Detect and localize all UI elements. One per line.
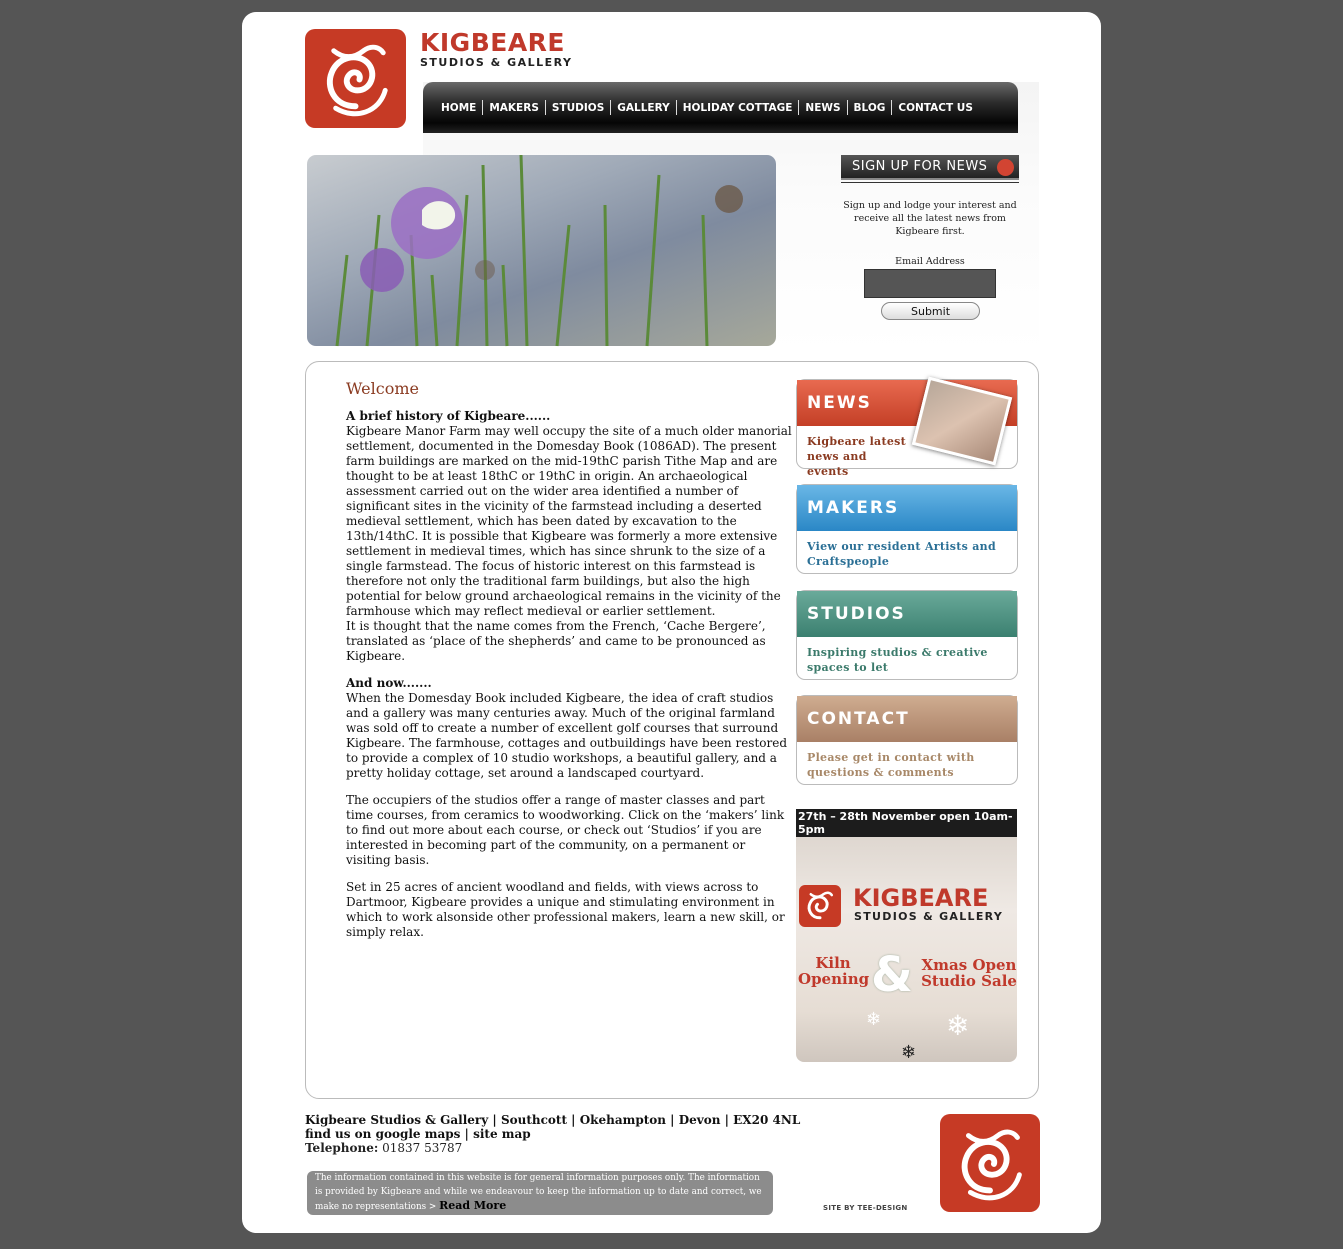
poster-date: 27th – 28th November open 10am-5pm (796, 809, 1017, 837)
phone-label: Telephone: (305, 1141, 379, 1155)
read-more-link[interactable]: Read More (439, 1199, 507, 1212)
signup-title: SIGN UP FOR NEWS (852, 159, 988, 174)
submit-button[interactable]: Submit (881, 302, 980, 320)
studios-panel[interactable] (796, 590, 1018, 680)
poster-swirl-icon (799, 885, 841, 927)
page (242, 12, 1101, 1233)
now-paragraph-1: When the Domesday Book included Kigbeare, the idea of craft studios and a gallery was many centuries away. Much of the original farmland was sold off to create a number of excellent golf courses that surround Kigbeare. The farmhouse, cottages and outbuildings have been restored to provide a complex of 10 studio workshops, a beautiful gallery, and a pretty holiday cottage, set around a landscaped courtyard. (346, 691, 788, 780)
brand-subtitle: STUDIOS & GALLERY (420, 56, 573, 69)
nav-studios[interactable]: STUDIOS (551, 101, 605, 114)
history-heading: A brief history of Kigbeare...... (346, 409, 551, 423)
site-credit-link[interactable]: SITE BY TEE-DESIGN (823, 1204, 908, 1212)
nav-news[interactable]: NEWS (805, 101, 841, 114)
nav-holiday-cottage[interactable]: HOLIDAY COTTAGE (682, 101, 793, 114)
footer-logo-swirl-icon[interactable] (940, 1114, 1040, 1212)
email-field[interactable] (864, 269, 996, 298)
news-panel[interactable] (796, 379, 1018, 478)
poster-brand-name: KIGBEARE (853, 884, 989, 912)
link-separator: | (460, 1127, 474, 1141)
makers-panel-desc: View our resident Artists and Craftspeople (807, 540, 996, 568)
nav-blog[interactable]: BLOG (853, 101, 886, 114)
contact-panel-desc: Please get in contact with questions & comments (807, 751, 975, 779)
news-panel-title: NEWS (797, 380, 1017, 426)
studios-panel-desc: Inspiring studios & creative spaces to let (807, 646, 988, 674)
news-panel-desc: Kigbeare latest news and events (807, 435, 907, 478)
signup-description: Sign up and lodge your interest and receive all the latest news from Kigbeare first. (843, 200, 1017, 237)
nav-home[interactable]: HOME (441, 101, 477, 114)
email-label: Email Address (895, 256, 965, 267)
hero-flower-image (307, 155, 776, 346)
poster-kiln-opening: Kiln Opening (798, 954, 870, 988)
nav-makers[interactable]: MAKERS (489, 101, 539, 114)
footer-address: Kigbeare Studios & Gallery | Southcott | Okehampton | Devon | EX20 4NL (305, 1113, 801, 1127)
history-paragraph-1: Kigbeare Manor Farm may well occupy the site of a much older manorial settlement, documented in the Domesday Book (1086AD). The present farm buildings are marked on the mid-19thC parish Tithe Map and are thought to be at least 18thC or 19thC in origin. An archaeological assessment carried out on the wider area identified a number of significant sites in the vicinity of the farmstead including a deserted medieval settlement, which has been dated by excavation to the 13th/14thC. It is possible that Kigbeare was formerly a more extensive settlement in medieval times, which has since shrunk to the size of a single farmstead. The focus of historic interest on this farmstead is therefore not only the traditional farm buildings, but also the high potential for below ground archaeological remains in the vicinity of the farmhouse which may reflect medieval or earlier settlement. (346, 424, 792, 618)
poster-xmas-sale: Xmas Open Studio Sale (921, 956, 1017, 990)
nav-gallery[interactable]: GALLERY (617, 101, 670, 114)
signup-divider (841, 182, 1019, 183)
page-title: Welcome (346, 379, 419, 398)
phone-number: 01837 53787 (378, 1141, 463, 1155)
disclaimer-text: The information contained in this website is for general information purposes only. The information is provided by Kigbeare and while we endeavour to keep the information up to date and correct, we make no representations > (315, 1173, 762, 1212)
history-paragraph-2: It is thought that the name comes from the French, ‘Cache Bergere’, translated as ‘place of the shepherds’ and came to be pronounced as Kigbeare. (346, 619, 766, 663)
event-poster[interactable] (796, 809, 1017, 1062)
contact-panel[interactable] (796, 695, 1018, 785)
makers-panel-title: MAKERS (797, 485, 1017, 531)
site-map-link[interactable]: site map (473, 1127, 531, 1141)
signup-header (841, 155, 1019, 180)
logo-swirl-icon[interactable] (305, 29, 406, 128)
main-nav (423, 82, 1018, 133)
now-heading: And now....... (346, 676, 432, 690)
snowflake-icon: ❄ (946, 1009, 970, 1042)
now-paragraph-2: The occupiers of the studios offer a range of master classes and part time courses, from ceramics to woodworking. Click on the ‘makers’ link to find out more about each course, or check out ‘Studios’ if you are interested in becoming part of the community, on a permanent or visiting basis. (346, 793, 785, 867)
poster-ampersand: & (871, 947, 913, 1003)
swirl-icon (997, 159, 1014, 176)
makers-panel[interactable] (796, 484, 1018, 574)
now-paragraph-3: Set in 25 acres of ancient woodland and fields, with views across to Dartmoor, Kigbeare provides a unique and stimulating environment in which to work alsonside other professional makers, learn a new skill, or simply relax. (346, 880, 785, 939)
footer-phone (305, 1141, 462, 1155)
snowflake-icon: ❄ (866, 1009, 882, 1030)
poster-brand-subtitle: STUDIOS & GALLERY (854, 910, 1004, 923)
contact-panel-title: CONTACT (797, 696, 1017, 742)
brand-name[interactable]: KIGBEARE (420, 28, 566, 57)
snowflake-icon: ❄ (901, 1042, 917, 1063)
disclaimer-box (307, 1171, 773, 1215)
studios-panel-title: STUDIOS (797, 591, 1017, 637)
nav-contact-us[interactable]: CONTACT US (898, 101, 973, 114)
welcome-article (346, 409, 792, 952)
footer-links (305, 1127, 531, 1141)
google-maps-link[interactable]: find us on google maps (305, 1127, 461, 1141)
